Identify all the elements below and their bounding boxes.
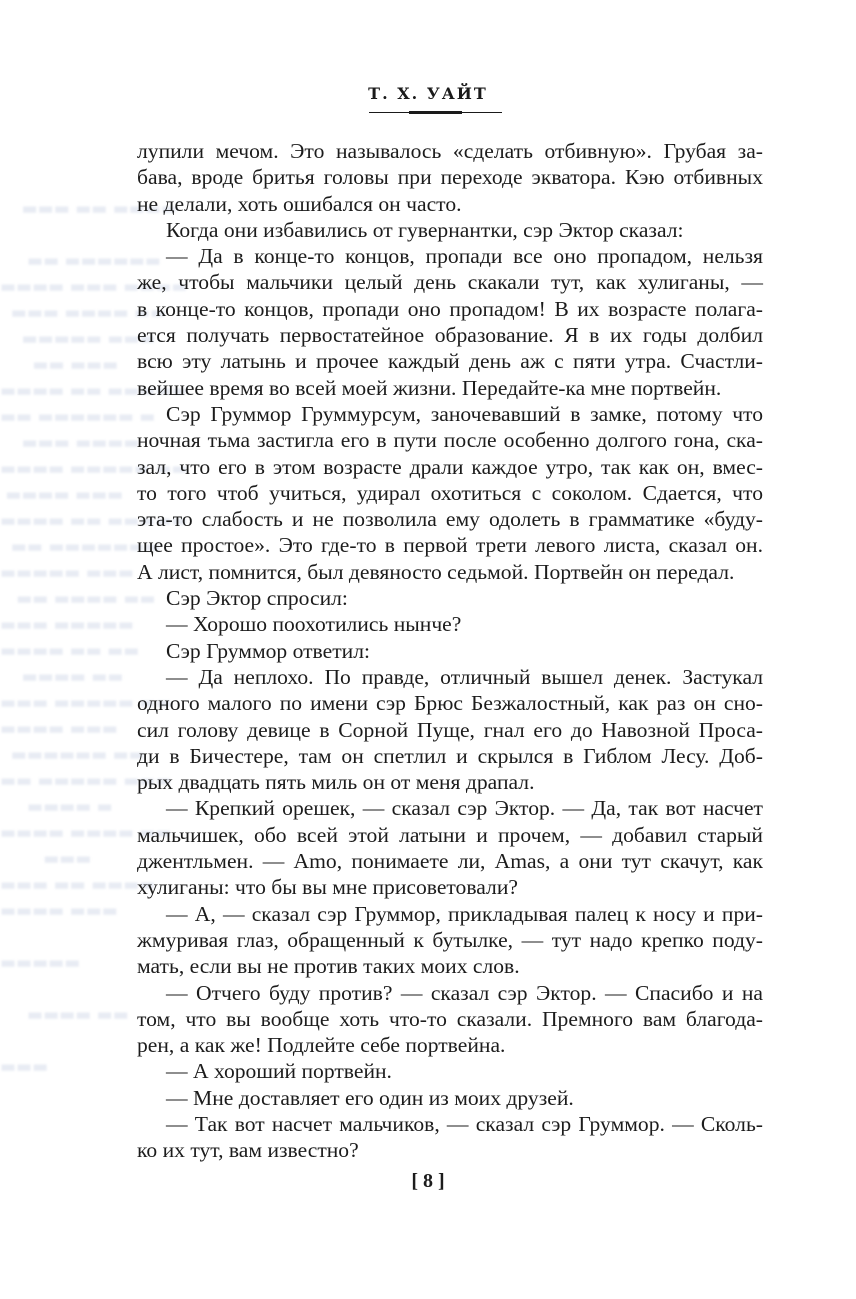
- text-line: рых двадцать пять миль он от меня драпал.: [137, 770, 535, 795]
- text-line: зал, что его в этом возрасте драли каждое утро, так как он, вмес-: [137, 454, 763, 479]
- text-line: — Да неплохо. По правде, отличный вышел денек. Застукал: [166, 664, 763, 689]
- text-line: ночная тьма застигла его в пути после особенно долгого гона, ска-: [137, 428, 763, 453]
- text-line: Сэр Груммор Груммурсум, заночевавший в замке, потому что: [166, 401, 763, 426]
- text-line: мальчишек, обо всей этой латыни и прочем, — добавил старый: [137, 822, 763, 847]
- text-line: в конце-то концов, пропади оно пропадом! В их возрасте полага-: [137, 296, 763, 321]
- text-line: лупили мечом. Это называлось «сделать отбивную». Грубая за-: [137, 139, 763, 163]
- text-line: мать, если вы не против таких моих слов.: [137, 954, 520, 979]
- text-line: же, чтобы мальчики целый день скакали тут, как хулиганы, —: [137, 270, 763, 295]
- text-line: то того чтоб учиться, удирал охотиться с соколом. Сдается, что: [137, 480, 763, 505]
- text-line: — А, — сказал сэр Груммор, прикладывая палец к носу и при-: [166, 901, 763, 926]
- text-line: — Крепкий орешек, — сказал сэр Эктор. — Да, так вот насчет: [166, 796, 763, 821]
- page-number: [ 8 ]: [411, 1170, 445, 1192]
- text-line: Сэр Эктор спросил:: [166, 586, 348, 611]
- text-line: ется получать первостатейное образование. Я в их годы долбил: [137, 323, 763, 348]
- text-line: бава, вроде бритья головы при переходе экватора. Кэю отбивных: [137, 165, 763, 190]
- text-line: ко их тут, вам известно?: [137, 1138, 359, 1163]
- text-line: — А хороший портвейн.: [166, 1059, 392, 1084]
- text-line: Сэр Груммор ответил:: [166, 638, 370, 663]
- running-title: Т. Х. УАЙТ: [368, 84, 488, 103]
- text-line: Когда они избавились от гувернантки, сэр Эктор сказал:: [166, 217, 684, 242]
- text-line: одного малого по имени сэр Брюс Безжалостный, как раз он сно-: [137, 691, 763, 716]
- text-line: А лист, помнится, был девяносто седьмой. Портвейн он передал.: [137, 559, 735, 584]
- text-line: — Хорошо поохотились нынче?: [166, 612, 462, 637]
- text-line: щее простое». Это где-то в первой трети левого листа, сказал он.: [137, 533, 763, 558]
- text-line: рен, а как же! Подлейте себе портвейна.: [137, 1033, 506, 1058]
- text-line: — Да в конце-то концов, пропади все оно пропадом, нельзя: [166, 244, 763, 269]
- bleed-through-texture: ▬▬▬ ▬▬ ▬▬▬▬ ▬▬ ▬▬▬▬▬▬ ▬▬▬▬ ▬▬▬ ▬▬▬▬ ▬▬▬ ▬▬▬▬ ▬▬ ▬▬▬▬▬ ▬▬▬ ▬▬ ▬▬▬ ▬▬▬▬ ▬▬ ▬▬▬▬▬ ▬▬ ▬▬▬▬▬▬ ▬ ▬▬▬ ▬▬▬▬ ▬▬▬▬ ▬▬▬▬▬ ▬▬ ▬▬▬▬ ▬▬▬ ▬▬▬▬ ▬▬ ▬▬▬▬▬ ▬▬ ▬▬▬▬▬▬▬ ▬▬▬▬▬ ▬▬▬ ▬▬ ▬▬▬▬ ▬▬ ▬▬▬ ▬▬▬▬▬ ▬▬▬▬ ▬▬ ▬▬ ▬▬▬▬ ▬▬ ▬▬▬ ▬▬▬▬▬ ▬▬ ▬▬▬▬ ▬▬▬ ▬▬▬▬▬▬ ▬▬ ▬▬ ▬▬▬▬▬ ▬▬▬ ▬▬▬▬ ▬ ▬▬▬▬ ▬▬▬▬ ▬▬ ▬▬▬ ▬▬▬ ▬▬ ▬▬▬▬ ▬▬▬▬ ▬▬▬ ▬▬▬▬▬ ▬▬▬▬ ▬▬ ▬▬▬: [0, 199, 188, 1077]
- text-line: сил голову девице в Сорной Пуще, гнал его до Навозной Проса-: [137, 717, 763, 742]
- text-line: ди в Бичестере, там он спетлил и скрылся в Гиблом Лесу. Доб-: [137, 743, 763, 768]
- text-line: эта-то слабость и не позволила ему одолеть в грамматике «буду-: [137, 507, 763, 532]
- text-line: не делали, хоть ошибался он часто.: [137, 191, 462, 216]
- text-line: джентльмен. — Amo, понимаете ли, Amas, а они тут скачут, как: [137, 849, 763, 874]
- body-text: [137, 138, 763, 1164]
- text-line: том, что вы вообще хоть что-то сказали. Премного вам благода-: [137, 1006, 763, 1031]
- running-header: [0, 84, 856, 104]
- text-line: — Мне доставляет его один из моих друзей.: [166, 1085, 574, 1110]
- text-line: хулиганы: что бы вы мне присоветовали?: [137, 875, 518, 900]
- text-line: всю эту латынь и прочее каждый день аж с пяти утра. Счастли-: [137, 349, 763, 374]
- header-rule: [369, 112, 502, 113]
- text-line: — Отчего буду против? — сказал сэр Эктор. — Спасибо и на: [166, 980, 763, 1005]
- text-line: вейшее время во всей моей жизни. Передайте-ка мне портвейн.: [137, 375, 722, 400]
- text-line: жмуривая глаз, обращенный к бутылке, — тут надо крепко поду-: [137, 927, 763, 952]
- text-line: — Так вот насчет мальчиков, — сказал сэр Груммор. — Сколь-: [166, 1111, 763, 1136]
